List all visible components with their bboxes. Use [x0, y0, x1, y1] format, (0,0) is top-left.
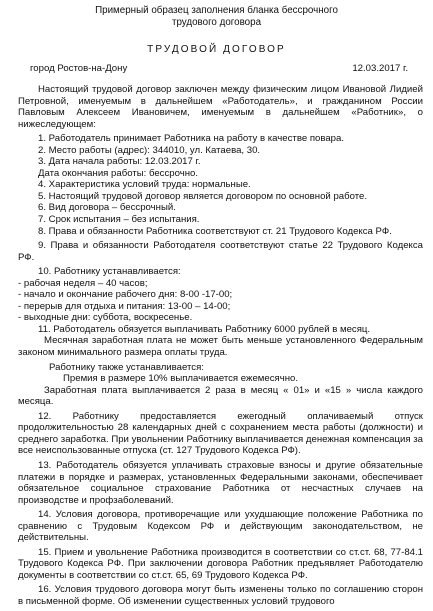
clause-12: 12. Работнику предоставляется ежегодный оплачиваемый отпуск продолжительностью 28 календарных дней с сохранением места работы (должности) и среднего заработка. При увольнении Работнику выплачивается денежная компенсация за все неиспользованные отпуска (ст. 127 Трудового Кодекса РФ). [18, 410, 423, 457]
clause-6: 6. Вид договора – бессрочный. [38, 202, 176, 214]
clause-15: 15. Прием и увольнение Работника производится в соответствии со ст.ст. 68, 77-84.1 Трудового Кодекса РФ. При заключении договора Работник предъявляет Работодателю документы в соответствии со ст.ст. 65, 69 Трудового Кодекса РФ. [18, 546, 423, 581]
document-title: ТРУДОВОЙ ДОГОВОР [147, 44, 286, 55]
clause-14: 14. Условия договора, противоречащие или ухудшающие положение Работника по сравнению с Трудовым Кодексом РФ и действующим законодательством, не действительны. [18, 509, 423, 544]
header-line-1: Примерный образец заполнения бланка бессрочного [95, 5, 338, 16]
place-date-line [30, 63, 408, 75]
document-header [0, 5, 433, 29]
city: город Ростов-на-Дону [30, 63, 128, 74]
clause-16: 16. Условия трудового договора могут быть изменены только по соглашению сторон в письменной форме. Об изменении существенных условий трудового [18, 584, 423, 607]
clause-9: 9. Права и обязанности Работодателя соответствуют статье 22 Трудового Кодекса РФ. [18, 240, 423, 263]
clause-2: 2. Место работы (адрес): 344010, ул. Катаева, 30. [38, 144, 261, 156]
clause-3: 3. Дата начала работы: 12.03.2017 г. [38, 156, 201, 168]
clause-10-hours: - начало и окончание рабочего дня: 8-00 -17-00; [18, 289, 233, 301]
clause-7: 7. Срок испытания – без испытания. [38, 214, 200, 226]
clause-11-bonus: Премия в размере 10% выплачивается ежемесячно. [63, 373, 298, 385]
intro-paragraph: Настоящий трудовой договор заключен между физическим лицом Ивановой Лидией Петровной, именуемым в дальнейшем «Работодатель», и гражданином России Павловым Алексеем Ивановичем, именуемым в дальнейшем «Работник», о нижеследующем: [18, 84, 423, 130]
clause-3-end-date: Дата окончания работы: бессрочно. [38, 167, 199, 179]
clause-11-also: Работнику также устанавливается: [49, 361, 204, 373]
clause-11-payment-schedule: Заработная плата выплачивается 2 раза в месяц « 01» и «15 » числа каждого месяца. [18, 384, 423, 408]
clause-10: 10. Работнику устанавливается: [38, 266, 181, 278]
clause-4: 4. Характеристика условий труда: нормальные. [38, 179, 251, 191]
clause-10-week: - рабочая неделя – 40 часов; [18, 277, 148, 289]
contract-date: 12.03.2017 г. [352, 63, 408, 74]
clause-8: 8. Права и обязанности Работника соответствуют ст. 21 Трудового Кодекса РФ. [38, 225, 392, 237]
header-line-2: трудового договора [171, 17, 262, 28]
clause-5: 5. Настоящий трудовой договор является договором по основной работе. [38, 190, 368, 202]
clause-11: 11. Работодатель обязуется выплачивать Работнику 6000 рублей в месяц. [38, 323, 371, 335]
clause-13: 13. Работодатель обязуется уплачивать страховые взносы и другие обязательные платежи в порядке и размерах, установленных Федеральными законами, обеспечивает обязательное социальное страхование Работника от несчастных случаев на производстве и профзаболеваний. [18, 459, 423, 506]
contract-body [18, 84, 423, 611]
clause-10-break: - перерыв для отдыха и питания: 13-00 – 14-00; [18, 300, 231, 312]
clause-1: 1. Работодатель принимает Работника на работу в качестве повара. [38, 133, 345, 145]
clause-10-days-off: - выходные дни: суббота, воскресенье. [18, 312, 193, 324]
clause-11-minimum-wage: Месячная заработная плата не может быть меньше установленного Федеральным законом минимального размера оплаты труда. [18, 335, 423, 359]
